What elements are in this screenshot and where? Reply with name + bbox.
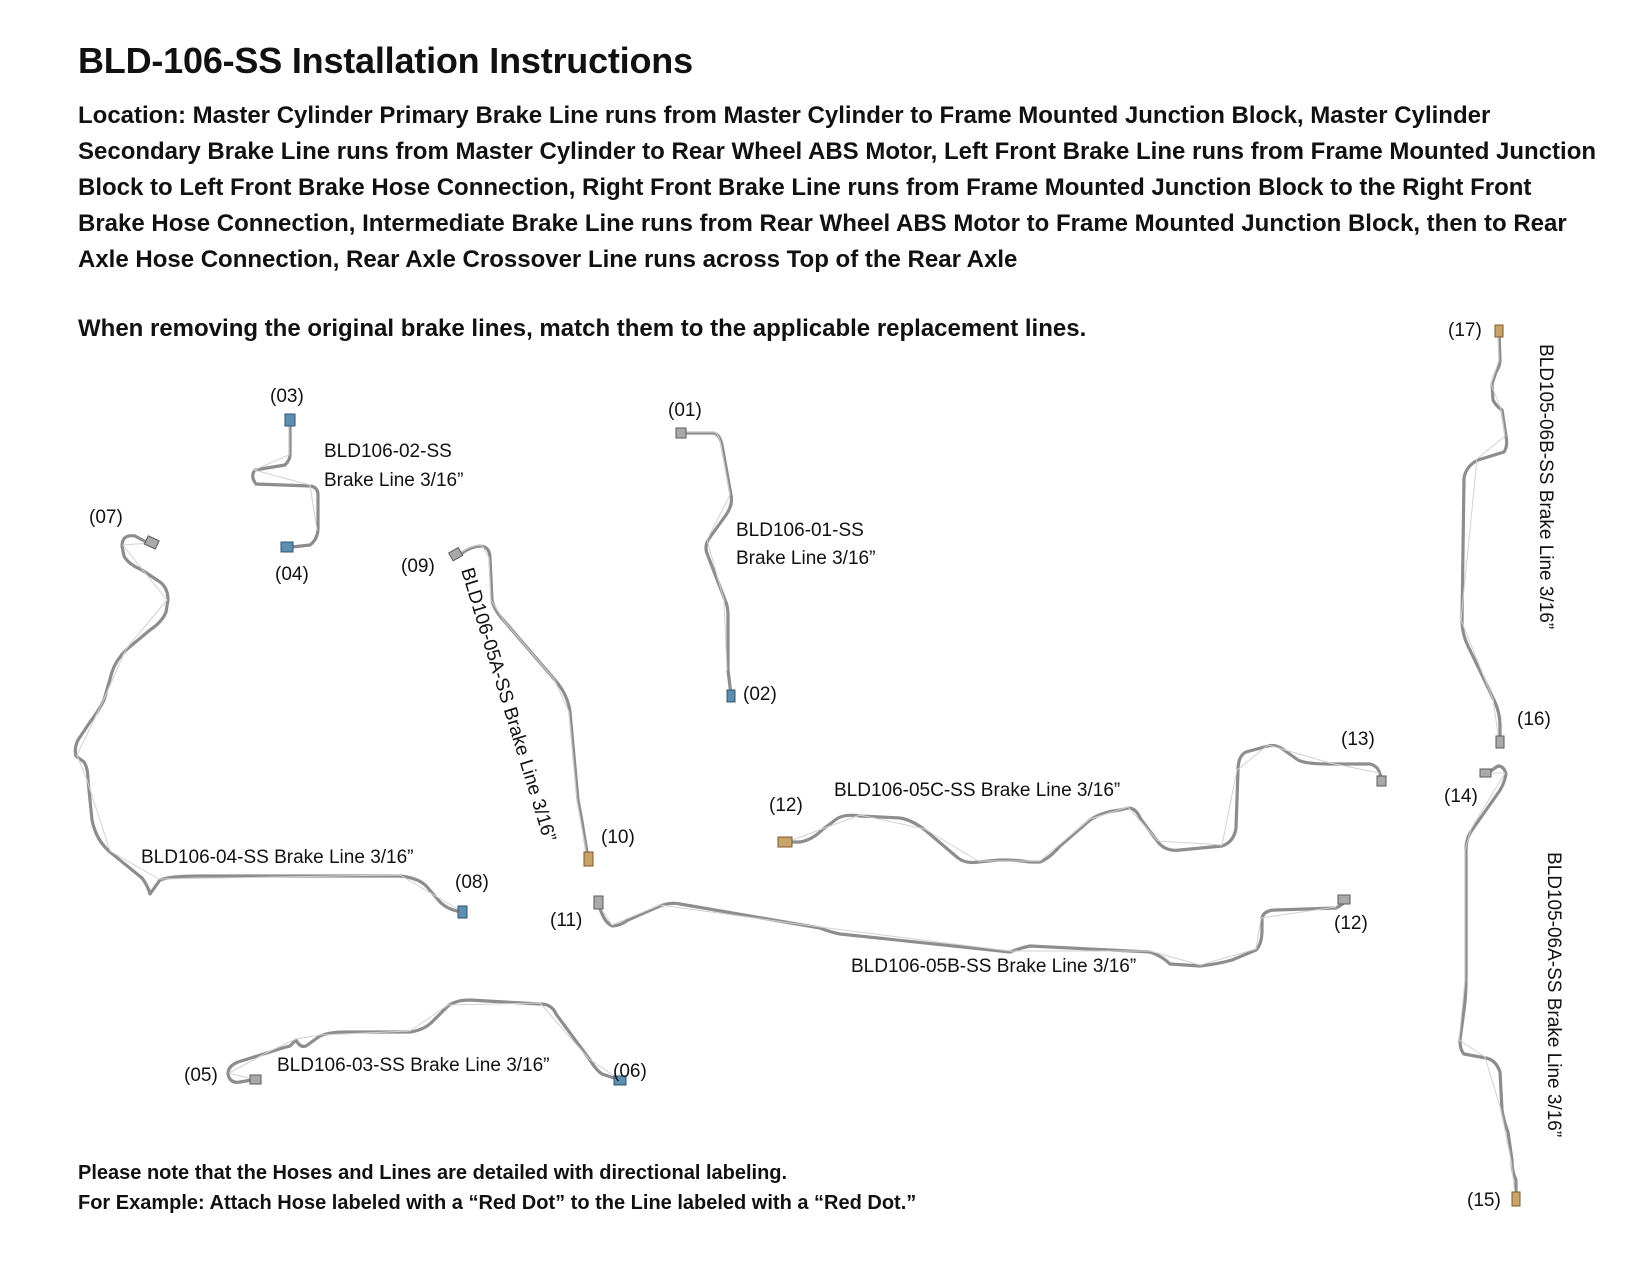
endpoint-11: (11) bbox=[550, 910, 583, 931]
footnote-line-1: Please note that the Hoses and Lines are detailed with directional labeling. bbox=[78, 1162, 788, 1184]
endpoint-01: (01) bbox=[668, 400, 702, 421]
line-01-name-1: BLD106-01-SS bbox=[736, 520, 864, 541]
footnote bbox=[78, 1158, 916, 1218]
fitting-08 bbox=[458, 906, 467, 918]
endpoint-06: (06) bbox=[613, 1061, 647, 1082]
endpoint-15: (15) bbox=[1467, 1190, 1501, 1211]
page-title: BLD-106-SS Installation Instructions bbox=[78, 40, 693, 81]
fitting-09 bbox=[449, 548, 463, 561]
fitting-13 bbox=[1377, 776, 1386, 786]
brake-line-01 bbox=[676, 428, 735, 702]
fitting-01 bbox=[676, 428, 686, 438]
line-05c-name: BLD106-05C-SS Brake Line 3/16” bbox=[834, 780, 1121, 801]
fitting-14 bbox=[1480, 769, 1491, 777]
brake-line-05c bbox=[778, 745, 1386, 863]
line-06a-name: BLD105-06A-SS Brake Line 3/16” bbox=[1543, 852, 1564, 1138]
line-02-name-1: BLD106-02-SS bbox=[324, 441, 452, 462]
line-04-name: BLD106-04-SS Brake Line 3/16” bbox=[141, 847, 414, 868]
brake-line-02 bbox=[253, 414, 318, 552]
fitting-05 bbox=[250, 1075, 261, 1084]
brake-line-06b bbox=[1461, 325, 1507, 748]
endpoint-03: (03) bbox=[270, 386, 304, 407]
endpoint-16: (16) bbox=[1517, 709, 1551, 730]
line-01-name-2: Brake Line 3/16” bbox=[736, 548, 876, 569]
endpoint-17: (17) bbox=[1448, 320, 1482, 341]
endpoint-12-b: (12) bbox=[1334, 913, 1368, 934]
footnote-line-2: For Example: Attach Hose labeled with a “Red Dot” to the Line labeled with a “Red Dot.” bbox=[78, 1192, 917, 1214]
endpoint-08: (08) bbox=[455, 872, 489, 893]
line-05a-name: BLD106-05A-SS Brake Line 3/16” bbox=[456, 565, 560, 845]
match-instruction: When removing the original brake lines, match them to the applicable replacement lines. bbox=[78, 315, 1087, 342]
fitting-15 bbox=[1512, 1192, 1520, 1206]
fitting-12-c bbox=[778, 837, 792, 847]
line-02-name-2: Brake Line 3/16” bbox=[324, 470, 464, 491]
fitting-17 bbox=[1495, 325, 1503, 337]
endpoint-05: (05) bbox=[184, 1065, 218, 1086]
fitting-10 bbox=[584, 852, 593, 866]
fitting-12-b bbox=[1338, 895, 1350, 904]
fitting-11 bbox=[594, 896, 603, 909]
endpoint-13: (13) bbox=[1341, 729, 1375, 750]
line-06b-name: BLD105-06B-SS Brake Line 3/16” bbox=[1535, 344, 1556, 630]
fitting-03 bbox=[285, 414, 295, 426]
endpoint-02: (02) bbox=[743, 684, 777, 705]
endpoint-04: (04) bbox=[275, 564, 309, 585]
fitting-16 bbox=[1496, 736, 1504, 748]
line-03-name: BLD106-03-SS Brake Line 3/16” bbox=[277, 1055, 550, 1076]
endpoint-14: (14) bbox=[1444, 786, 1478, 807]
endpoint-09: (09) bbox=[401, 556, 435, 577]
brake-line-06a bbox=[1459, 766, 1520, 1206]
endpoint-07: (07) bbox=[89, 507, 123, 528]
fitting-04 bbox=[281, 542, 293, 552]
fitting-02 bbox=[727, 690, 735, 702]
endpoint-12-c: (12) bbox=[769, 795, 803, 816]
location-description: Location: Master Cylinder Primary Brake Line runs from Master Cylinder to Frame Mounted Junction Block, Master Cylinder Secondary Brake Line runs from Master Cylinder to Rear Wheel ABS Motor, Left Front Brake Line runs from Frame Mounted Junction Block to Left Front Brake Hose Connection, Right Front Brake Line runs from Frame Mounted Junction Block to the Right Front Brake Hose Connection, Intermediate Brake Line runs from Rear Wheel ABS Motor to Frame Mounted Junction Block, then to Rear Axle Hose Connection, Rear Axle Crossover Line runs across Top of the Rear Axle bbox=[78, 102, 1597, 273]
fitting-07 bbox=[144, 536, 159, 549]
line-05b-name: BLD106-05B-SS Brake Line 3/16” bbox=[851, 956, 1137, 977]
endpoint-10: (10) bbox=[601, 827, 635, 848]
